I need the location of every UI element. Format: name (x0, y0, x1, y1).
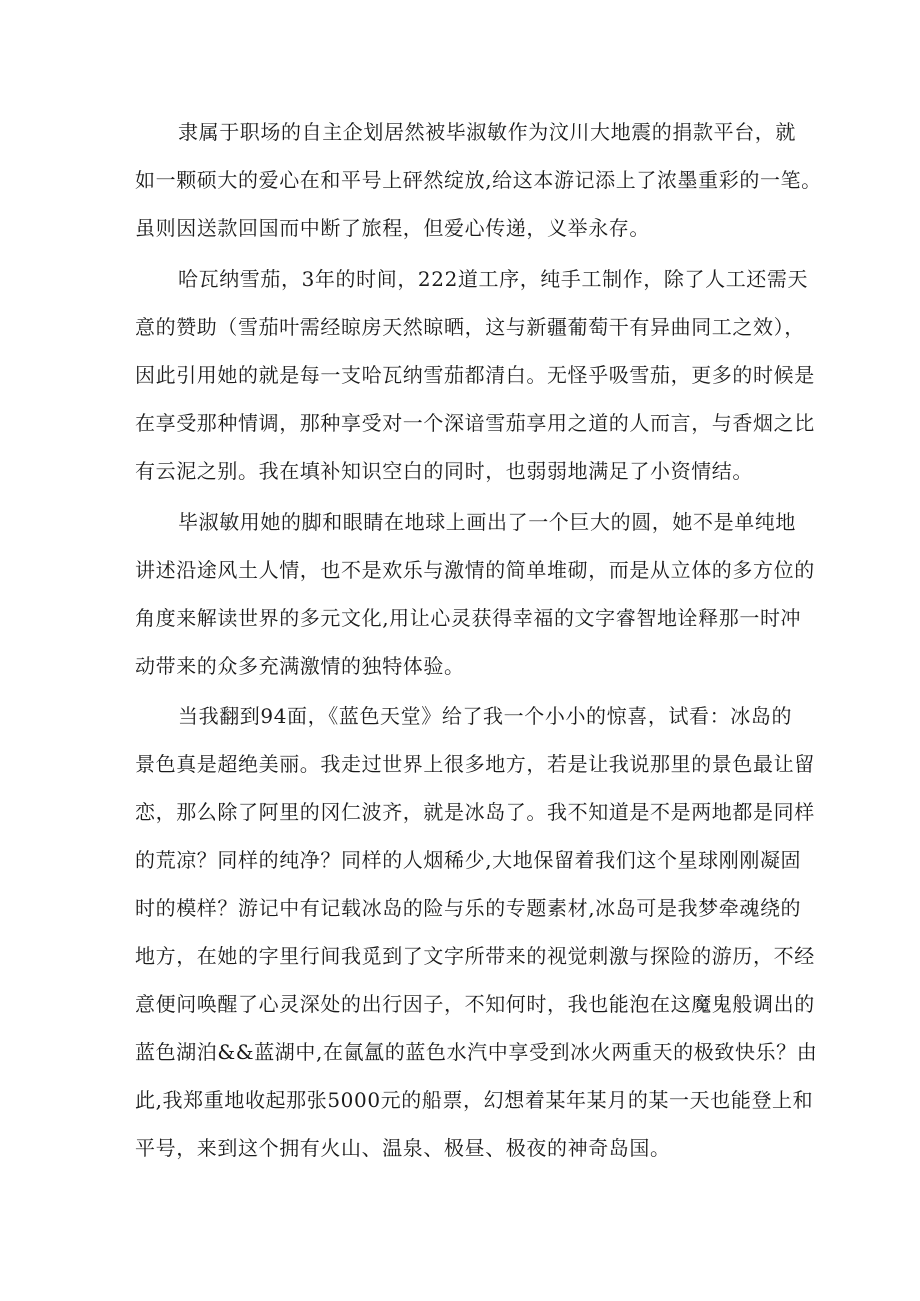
paragraph-4-line-4: 的荒凉？同样的纯净？同样的人烟稀少,大地保留着我们这个星球刚刚凝固 (135, 848, 802, 872)
paragraph-4-line-10: 平号，来到这个拥有火山、温泉、极昼、极夜的神奇岛国。 (135, 1136, 671, 1160)
paragraph-2-line-5: 有云泥之别。我在填补知识空白的同时，也弱弱地满足了小资情结。 (135, 459, 753, 483)
paragraph-2-line-3: 因此引用她的就是每一支哈瓦纳雪茄都清白。无怪乎吸雪茄，更多的时候是 (135, 363, 815, 387)
paragraph-1-line-1: 隶属于职场的自主企划居然被毕淑敏作为汶川大地震的捐款平台，就 (178, 120, 796, 144)
paragraph-4-line-5: 时的模样？游记中有记载冰岛的险与乐的专题素材,冰岛可是我梦牵魂绕的 (135, 896, 802, 920)
paragraph-3-line-2: 讲述沿途风土人情，也不是欢乐与激情的简单堆砌，而是从立体的多方位的 (135, 558, 815, 582)
paragraph-4-line-7: 意便问唤醒了心灵深处的出行因子，不知何时，我也能泡在这魔鬼般调出的 (135, 992, 815, 1016)
paragraph-3-line-1: 毕淑敏用她的脚和眼睛在地球上画出了一个巨大的圆，她不是单纯地 (178, 510, 796, 534)
paragraph-4-line-1: 当我翻到94面，《蓝色天堂》给了我一个小小的惊喜，试看：冰岛的 (178, 704, 793, 728)
paragraph-2-line-2: 意的赞助（雪茄叶需经晾房天然晾晒，这与新疆葡萄干有异曲同工之效）， (135, 315, 805, 339)
paragraph-3-line-4: 动带来的众多充满激情的独特体验。 (135, 654, 465, 678)
paragraph-3-line-3: 角度来解读世界的多元文化,用让心灵获得幸福的文字睿智地诠释那一时冲 (135, 606, 802, 630)
paragraph-4-line-2: 景色真是超绝美丽。我走过世界上很多地方，若是让我说那里的景色最让留 (135, 752, 815, 776)
paragraph-4-line-8: 蓝色湖泊&&蓝湖中,在氤氲的蓝色水汽中享受到冰火两重天的极致快乐？由 (135, 1040, 818, 1064)
paragraph-1-line-2: 如一颗硕大的爱心在和平号上砰然绽放,给这本游记添上了浓墨重彩的一笔。 (135, 168, 822, 192)
paragraph-4-line-6: 地方，在她的字里行间我觅到了文字所带来的视觉刺激与探险的游历，不经 (135, 944, 815, 968)
paragraph-2-line-4: 在享受那种情调，那种享受对一个深谙雪茄享用之道的人而言，与香烟之比 (135, 411, 815, 435)
paragraph-2-line-1: 哈瓦纳雪茄，3年的时间，222道工序，纯手工制作，除了人工还需天 (178, 267, 809, 291)
paragraph-4-line-3: 恋，那么除了阿里的冈仁波齐，就是冰岛了。我不知道是不是两地都是同样 (135, 800, 815, 824)
paragraph-4-line-9: 此,我郑重地收起那张5000元的船票，幻想着某年某月的某一天也能登上和 (135, 1088, 814, 1112)
paragraph-1-line-3: 虽则因送款回国而中断了旅程，但爱心传递，义举永存。 (135, 216, 650, 240)
